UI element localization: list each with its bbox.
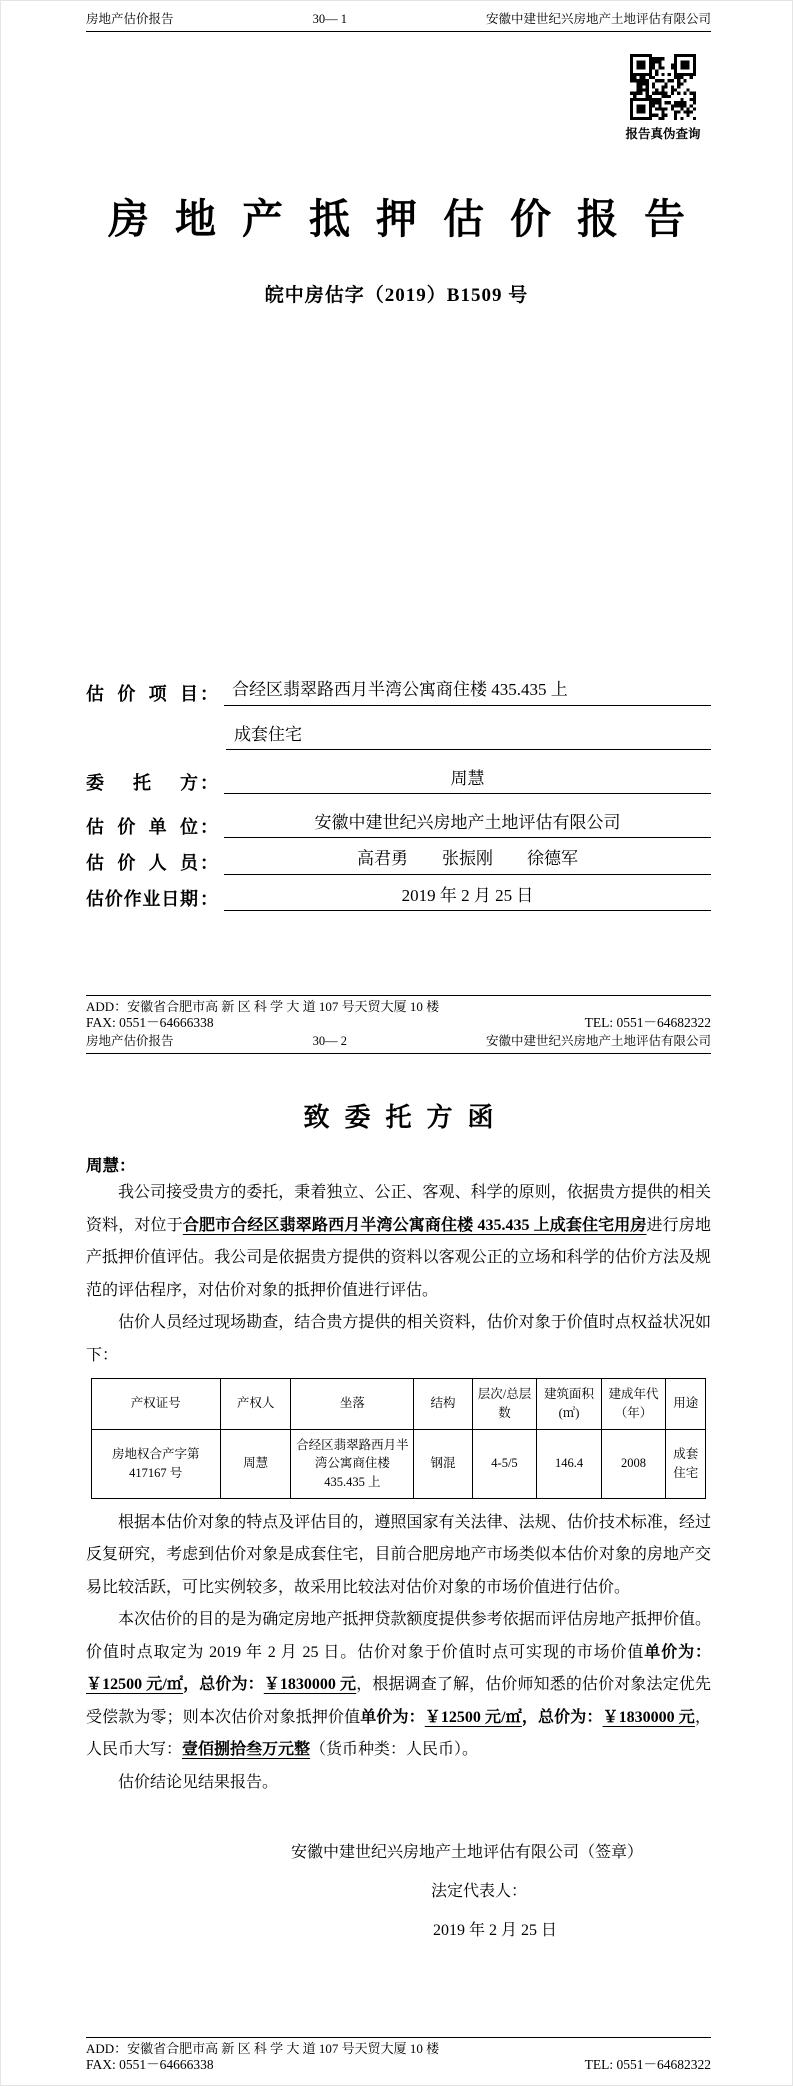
letter-paragraph-4: 本次估价的目的是为确定房地产抵押贷款额度提供参考依据而评估房地产抵押价值。价值时点取定为 2019 年 2 月 25 日。估价对象于价值时点可实现的市场价值单价为：￥12500 元/㎡，总价为：￥1830000 元，根据调查了解，估价师知悉的估价对象法定优先受偿款为零；则本次估价对象抵押价值单价为：￥12500 元/㎡，总价为：￥1830000 元，人民币大写：壹佰捌拾叁万元整（货币种类：人民币）。 [86, 1611, 711, 1759]
footer-address: ADD：安徽省合肥市高 新 区 科 学 大 道 107 号天贸大厦 10 楼 [86, 999, 440, 1014]
footer-tel: TEL: 0551－64682322 [584, 1015, 711, 1031]
form-row-date [86, 885, 711, 911]
page1-footer-block [86, 995, 711, 1054]
footer-fax-tel [86, 2057, 711, 2074]
staff-colon: ： [200, 853, 218, 874]
cell-floor: 4-5/5 [472, 1429, 537, 1498]
agency-value: 安徽中建世纪兴房地产土地评估有限公司 [224, 812, 711, 838]
staff-value: 高君勇 张振刚 徐德军 [224, 848, 711, 874]
letter-salutation: 周慧： [86, 1156, 136, 1175]
footer-fax: FAX: 0551－64666338 [86, 1015, 214, 1031]
page2-body [86, 1057, 711, 1942]
col-location: 坐落 [291, 1379, 414, 1430]
report-title: 房地产抵押估价报告 [108, 196, 711, 243]
col-floor: 层次/总层数 [472, 1379, 537, 1430]
cell-location: 合经区翡翠路西月半湾公寓商住楼 435.435 上 [291, 1429, 414, 1498]
header-page-number: 30— 1 [312, 12, 347, 26]
letter-title: 致委托方函 [303, 1103, 509, 1132]
property-rights-table [91, 1378, 707, 1499]
date-colon: ： [200, 889, 218, 910]
project-value-line2: 成套住宅 [226, 724, 711, 750]
table-row [91, 1429, 706, 1498]
header-doc-type: 房地产估价报告 [86, 12, 174, 26]
cell-structure: 钢混 [414, 1429, 472, 1498]
signature-company: 安徽中建世纪兴房地产土地评估有限公司（签章） [291, 1844, 644, 1862]
footer-fax-tel [86, 1015, 711, 1032]
col-year-built: 建成年代（年） [601, 1379, 666, 1430]
form-row-agency [86, 812, 711, 838]
signature-date: 2019 年 2 月 25 日 [433, 1921, 558, 1939]
col-cert-no: 产权证号 [91, 1379, 220, 1430]
letter-paragraph-2: 估价人员经过现场勘查，结合贵方提供的相关资料，估价对象于价值时点权益状况如下： [86, 1314, 711, 1364]
qr-label: 报告真伪查询 [625, 127, 701, 141]
col-owner: 产权人 [220, 1379, 291, 1430]
col-area: 建筑面积(㎡) [537, 1379, 602, 1430]
cell-owner: 周慧 [220, 1429, 291, 1498]
page1-running-header [86, 11, 711, 32]
qr-code-icon [630, 54, 696, 120]
date-label: 估价作业日期 [86, 889, 198, 910]
header-company-name: 安徽中建世纪兴房地产土地评估有限公司 [485, 12, 711, 26]
header-company-name: 安徽中建世纪兴房地产土地评估有限公司 [485, 1034, 711, 1049]
date-value: 2019 年 2 月 25 日 [224, 885, 711, 911]
cover-form [86, 679, 711, 911]
form-row-client [86, 768, 711, 794]
cell-area: 146.4 [537, 1429, 602, 1498]
col-use: 用途 [666, 1379, 706, 1430]
report-number: 皖中房估字（2019）B1509 号 [264, 285, 529, 307]
project-colon: ： [200, 684, 218, 705]
letter-paragraph-1: 我公司接受贵方的委托，秉着独立、公正、客观、科学的原则，依据贵方提供的相关资料，对位于合肥市合经区翡翠路西月半湾公寓商住楼 435.435 上成套住宅用房进行房地产抵押价值评估。我公司是依据贵方提供的资料以客观公正的立场和科学的估价方法及规范的评估程序，对估价对象的抵押价值进行评估。 [86, 1184, 711, 1299]
footer-tel: TEL: 0551－64682322 [584, 2057, 711, 2073]
staff-label: 估价人员 [86, 853, 198, 874]
agency-label: 估价单位 [86, 816, 198, 837]
form-row-project [86, 679, 711, 705]
footer-address: ADD：安徽省合肥市高 新 区 科 学 大 道 107 号天贸大厦 10 楼 [86, 2040, 440, 2056]
signature-block [86, 1843, 711, 1941]
qr-verification-block [620, 54, 706, 142]
page2-footer-block [86, 2037, 711, 2074]
header-page-number: 30— 2 [312, 1034, 347, 1049]
col-structure: 结构 [414, 1379, 472, 1430]
client-label: 委托方 [86, 772, 198, 793]
footer-rule [86, 995, 711, 996]
client-colon: ： [200, 772, 218, 793]
letter-paragraph-3: 根据本估价对象的特点及评估目的，遵照国家有关法律、法规、估价技术标准，经过反复研究，考虑到估价对象是成套住宅，目前合肥房地产市场类似本估价对象的房地产交易比较活跃，可比实例较多，故采用比较法对估价对象的市场价值进行估价。 [86, 1513, 711, 1596]
form-row-project-cont [86, 724, 711, 750]
cell-year-built: 2008 [601, 1429, 666, 1498]
client-value: 周慧 [224, 768, 711, 794]
project-value-line1: 合经区翡翠路西月半湾公寓商住楼 435.435 上 [224, 679, 711, 705]
cell-use: 成套住宅 [666, 1429, 706, 1498]
page2-running-header [86, 1033, 711, 1054]
signature-legal-rep: 法定代表人： [431, 1883, 528, 1901]
footer-fax: FAX: 0551－64666338 [86, 2057, 214, 2073]
header-doc-type: 房地产估价报告 [86, 1034, 174, 1049]
agency-colon: ： [200, 816, 218, 837]
form-row-staff [86, 848, 711, 874]
cell-cert-no: 房地权合产字第 417167 号 [91, 1429, 220, 1498]
letter-paragraph-5: 估价结论见结果报告。 [118, 1773, 279, 1791]
project-label: 估价项目 [86, 684, 198, 705]
table-header-row [91, 1379, 706, 1430]
footer-rule [86, 2037, 711, 2038]
